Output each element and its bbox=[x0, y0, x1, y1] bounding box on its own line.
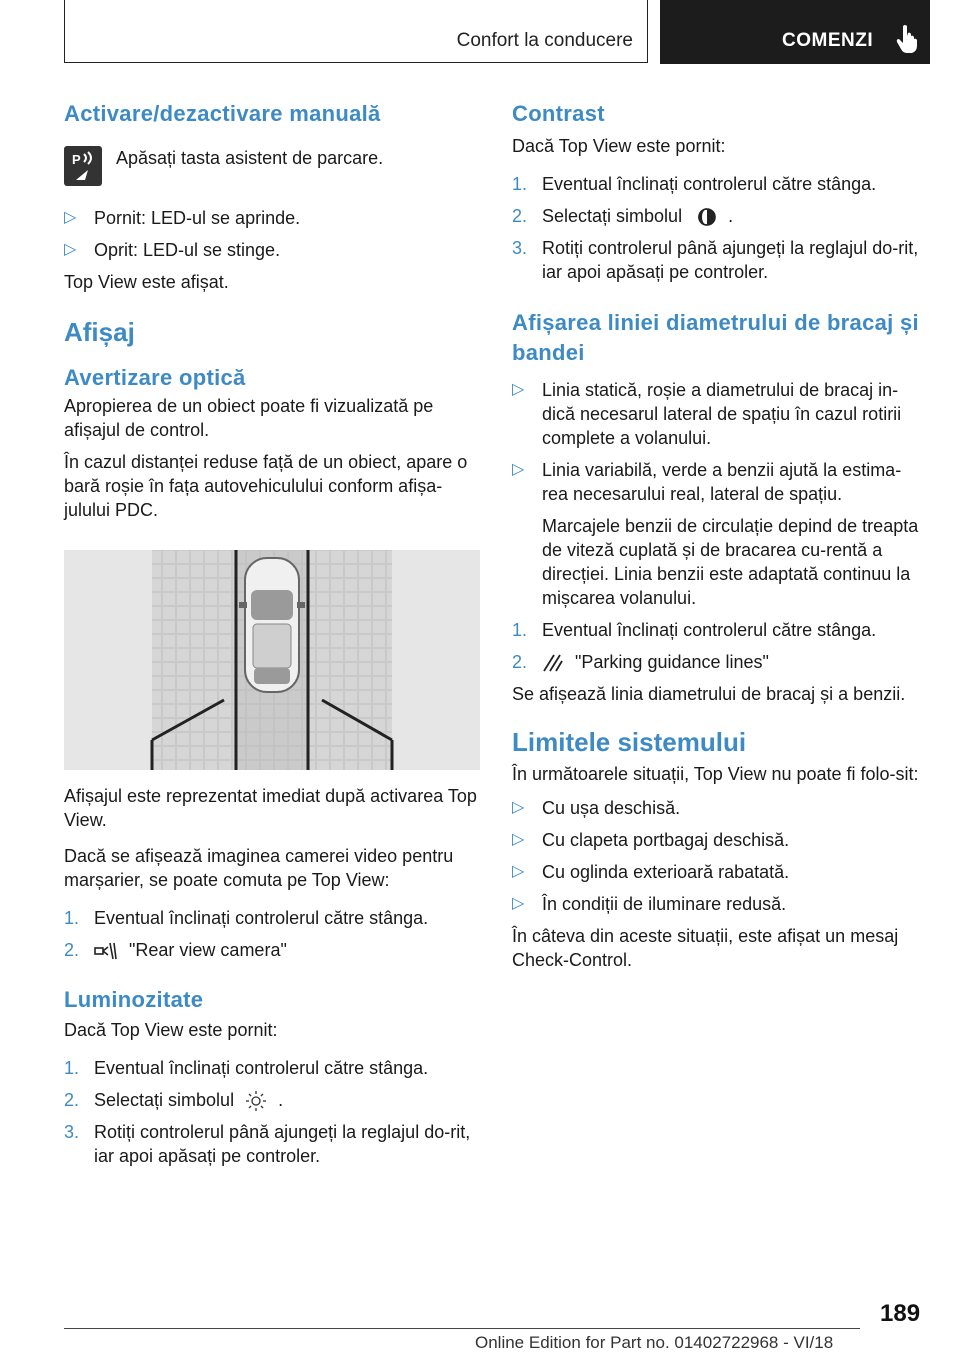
limits-intro: În următoarele situații, Top View nu poate fi folo-sit: bbox=[512, 764, 919, 784]
bullet-text: Cu ușa deschisă. bbox=[542, 798, 681, 818]
bullet-mark: ▷ bbox=[512, 461, 525, 478]
step-number: 3. bbox=[64, 1122, 80, 1143]
step-number: 3. bbox=[512, 238, 528, 258]
contrast-intro: Dacă Top View este pornit: bbox=[512, 136, 726, 156]
bullet-mark: ▷ bbox=[512, 863, 525, 880]
heading-lines: Afișarea liniei diametrului de bracaj și bandei bbox=[512, 310, 919, 365]
bullet-static-line bbox=[512, 378, 922, 450]
step-number: 2. bbox=[512, 206, 528, 226]
lines-shown: Se afișează linia diametrului de bracaj și a benzii. bbox=[512, 684, 906, 704]
rear-view-camera-icon bbox=[94, 941, 118, 961]
bullet-text: Cu clapeta portbagaj deschisă. bbox=[542, 830, 790, 850]
step-text-end: . bbox=[728, 206, 734, 226]
step-text: Selectați simbolul bbox=[542, 206, 683, 226]
heading-manual: Activare/dezactivare manuală bbox=[64, 101, 381, 126]
chapter-title: COMENZI bbox=[782, 30, 874, 51]
step-text: Eventual înclinați controlerul către stânga. bbox=[94, 908, 429, 928]
step-d2 bbox=[512, 650, 922, 674]
step-text: Rotiți controlerul până ajungeți la reglajul do-rit, iar apoi apăsați pe controler. bbox=[94, 1122, 471, 1167]
heading-limits: Limitele sistemului bbox=[512, 727, 747, 757]
bullet-text: În condiții de iluminare redusă. bbox=[542, 894, 787, 914]
bullet-text: Linia variabilă, verde a benzii ajută la estima-rea necesarului real, lateral de spațiu. bbox=[542, 460, 902, 504]
step-c3 bbox=[512, 236, 922, 284]
step-text-end: . bbox=[278, 1090, 284, 1110]
car-top-view bbox=[239, 558, 305, 692]
step-number: 1. bbox=[512, 620, 528, 640]
pointing-hand-icon bbox=[896, 24, 918, 54]
step-number: 1. bbox=[64, 1058, 80, 1078]
step-b2 bbox=[64, 1088, 482, 1112]
step-text: "Rear view camera" bbox=[129, 940, 287, 960]
step-number: 1. bbox=[64, 908, 80, 928]
chapter-tab bbox=[660, 0, 930, 64]
heading-warning: Avertizare optică bbox=[64, 365, 246, 390]
step-a1 bbox=[64, 906, 482, 930]
heading-brightness: Luminozitate bbox=[64, 987, 204, 1012]
parking-assistant-key-icon bbox=[64, 146, 102, 186]
step-number: 2. bbox=[64, 1090, 80, 1110]
step-text: Eventual înclinați controlerul către stânga. bbox=[542, 620, 877, 640]
warning-para-1: Apropierea de un obiect poate fi vizualizată pe afișajul de control. bbox=[64, 396, 434, 440]
brightness-icon bbox=[245, 1090, 267, 1112]
bullet-variable-line bbox=[512, 458, 922, 506]
bullet-mark: ▷ bbox=[64, 241, 77, 258]
footer-divider bbox=[64, 1328, 860, 1329]
bullet-mark: ▷ bbox=[512, 831, 525, 848]
limits-outro: În câteva din aceste situații, este afișat un mesaj Check-Control. bbox=[512, 926, 899, 970]
step-text: Eventual înclinați controlerul către stânga. bbox=[94, 1058, 429, 1078]
step-number: 2. bbox=[512, 652, 528, 672]
step-text: Rotiți controlerul până ajungeți la reglajul do-rit, iar apoi apăsați pe controler. bbox=[542, 238, 919, 282]
heading-display: Afișaj bbox=[64, 317, 135, 347]
step-text: "Parking guidance lines" bbox=[575, 652, 769, 672]
limit-item bbox=[512, 860, 922, 884]
page-number: 189 bbox=[880, 1300, 921, 1327]
left-column-lower bbox=[64, 784, 482, 1168]
limit-item bbox=[512, 796, 922, 820]
bullet-on bbox=[64, 206, 482, 230]
lanes-note: Marcajele benzii de circulație depind de treapta de viteză cuplată și de bracarea cu-rentă a direcției. Linia benzii este adaptată continuu la mișcarea volanului. bbox=[542, 516, 919, 608]
step-text: Eventual înclinați controlerul către stânga. bbox=[542, 174, 877, 194]
parking-guidance-lines-icon bbox=[542, 653, 564, 673]
section-tab bbox=[64, 0, 648, 63]
bullet-mark: ▷ bbox=[512, 381, 525, 398]
heading-contrast: Contrast bbox=[512, 101, 605, 126]
brightness-intro: Dacă Top View este pornit: bbox=[64, 1020, 278, 1040]
limit-item bbox=[512, 828, 922, 852]
limit-item bbox=[512, 892, 922, 916]
step-b1 bbox=[64, 1056, 482, 1080]
step-text: Selectați simbolul bbox=[94, 1090, 235, 1110]
bullet-mark: ▷ bbox=[512, 799, 525, 816]
key-row bbox=[64, 146, 482, 190]
step-a2 bbox=[64, 938, 482, 962]
bullet-text: Cu oglinda exterioară rabatată. bbox=[542, 862, 790, 882]
left-column bbox=[64, 100, 482, 522]
step-b3 bbox=[64, 1120, 482, 1168]
press-key-text: Apăsați tasta asistent de parcare. bbox=[116, 148, 384, 168]
after-figure-para-2: Dacă se afișează imaginea camerei video pentru marșarier, se poate comuta pe Top View: bbox=[64, 846, 454, 890]
bullet-mark: ▷ bbox=[64, 209, 77, 226]
bullet-text: Pornit: LED-ul se aprinde. bbox=[94, 208, 301, 228]
contrast-icon bbox=[697, 207, 717, 227]
warning-para-2: În cazul distanței reduse față de un obiect, apare o bară roșie în fața autovehiculului conform afișa-julului PDC. bbox=[64, 452, 468, 520]
after-figure-para-1: Afișajul este reprezentat imediat după activarea Top View. bbox=[64, 786, 477, 830]
bullet-off bbox=[64, 238, 482, 262]
step-c2 bbox=[512, 204, 922, 228]
bullet-mark: ▷ bbox=[512, 895, 525, 912]
edition-text: Online Edition for Part no. 01402722968 - VI/18 bbox=[475, 1333, 834, 1352]
top-view-shown: Top View este afișat. bbox=[64, 272, 229, 292]
bullet-text: Oprit: LED-ul se stinge. bbox=[94, 240, 281, 260]
step-c1 bbox=[512, 172, 922, 196]
right-column bbox=[512, 100, 922, 972]
top-view-figure bbox=[64, 550, 480, 770]
page-header bbox=[64, 0, 930, 64]
step-d1 bbox=[512, 618, 922, 642]
section-title: Confort la conducere bbox=[456, 30, 633, 51]
step-number: 2. bbox=[64, 940, 80, 960]
bullet-text: Linia statică, roșie a diametrului de bracaj in-dică necesarul lateral de spațiu în cazul rotirii complete a volanului. bbox=[542, 380, 902, 448]
step-number: 1. bbox=[512, 174, 528, 194]
svg-text:P: P bbox=[72, 152, 81, 167]
